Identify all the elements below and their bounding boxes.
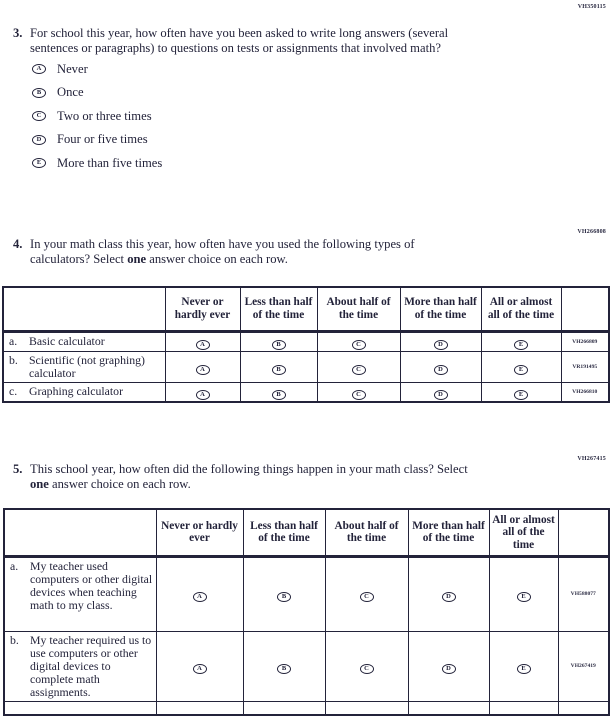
q5-response-table	[3, 508, 610, 716]
answer-bubble-c[interactable]: C	[32, 111, 46, 121]
q5-header-blank	[4, 509, 156, 556]
option-once	[32, 85, 162, 99]
row-label: a. My teacher used computers or other digital devices when teaching math to my class.	[4, 556, 156, 631]
column-header-all: All or almost all of the time	[481, 287, 561, 331]
option-four-or-five	[32, 132, 162, 146]
answer-bubble-b[interactable]: B	[277, 664, 291, 674]
answer-bubble-e[interactable]: E	[517, 592, 531, 602]
answer-bubble-e[interactable]: E	[517, 664, 531, 674]
q4-header-code-blank	[561, 287, 609, 331]
answer-bubble-c[interactable]: C	[360, 592, 374, 602]
question-3-options	[32, 61, 163, 182]
answer-bubble-a[interactable]: A	[196, 390, 210, 400]
option-two-or-three	[32, 108, 162, 123]
row-code: VH267419	[558, 631, 609, 701]
column-header-about-half: About half of the time	[317, 287, 400, 331]
table-row-teacher-used-computers	[4, 556, 609, 631]
table-row-basic-calculator	[3, 331, 609, 351]
answer-bubble-d[interactable]: D	[434, 390, 448, 400]
answer-bubble-c[interactable]: C	[352, 365, 366, 375]
column-header-about-half: About half of the time	[325, 509, 408, 556]
option-label: Two or three times	[57, 108, 152, 123]
question-3-line1: For school this year, how often have you been asked to write long answers (several	[30, 26, 449, 40]
answer-bubble-b[interactable]: B	[272, 340, 286, 350]
q4-header-row	[3, 287, 609, 331]
answer-bubble-b[interactable]: B	[272, 390, 286, 400]
option-never	[32, 61, 162, 76]
row-code: VH266809	[561, 331, 609, 351]
row-label	[4, 701, 156, 715]
question-3-line2: sentences or paragraphs) to questions on tests or assignments that involved math?	[30, 40, 441, 55]
question-5-line2: one answer choice on each row.	[30, 476, 191, 491]
question-4-line1: In your math class this year, how often have you used the following types of	[30, 237, 415, 251]
table-row-teacher-required-computers	[4, 631, 609, 701]
answer-bubble-a[interactable]: A	[193, 664, 207, 674]
row-label: b. My teacher required us to use computers or other digital devices to complete math assignments.	[4, 631, 156, 701]
answer-bubble-b[interactable]: B	[272, 365, 286, 375]
answer-bubble-b[interactable]: B	[277, 592, 291, 602]
row-code	[558, 701, 609, 715]
answer-bubble-c[interactable]: C	[352, 390, 366, 400]
column-header-more-than-half: More than half of the time	[400, 287, 481, 331]
option-label: Once	[57, 85, 84, 99]
answer-bubble-b[interactable]: B	[32, 88, 46, 98]
column-header-never: Never or hardly ever	[165, 287, 240, 331]
answer-bubble-a[interactable]: A	[196, 340, 210, 350]
q4-header-blank	[3, 287, 165, 331]
column-header-all: All or almost all of the time	[489, 509, 558, 556]
question-5-code: VH267415	[577, 456, 606, 462]
question-3-number: 3.	[13, 26, 23, 40]
question-3	[13, 26, 588, 55]
table-row-graphing-calculator	[3, 382, 609, 402]
answer-bubble-d[interactable]: D	[32, 135, 46, 145]
question-5-number: 5.	[13, 462, 23, 476]
option-label: Four or five times	[57, 132, 148, 146]
q4-response-table	[2, 286, 610, 403]
q5-header-code-blank	[558, 509, 609, 556]
answer-bubble-a[interactable]: A	[196, 365, 210, 375]
answer-bubble-e[interactable]: E	[514, 340, 528, 350]
question-5	[13, 462, 573, 491]
answer-bubble-c[interactable]: C	[352, 340, 366, 350]
question-5-text	[30, 462, 468, 491]
table-row-scientific-calculator	[3, 351, 609, 382]
option-more-than-five	[32, 155, 163, 170]
row-label: c. Graphing calculator	[3, 382, 165, 402]
column-header-never: Never or hardly ever	[156, 509, 243, 556]
answer-bubble-d[interactable]: D	[442, 592, 456, 602]
row-label: a. Basic calculator	[3, 331, 165, 351]
row-code: VR191495	[561, 351, 609, 382]
answer-bubble-c[interactable]: C	[360, 664, 374, 674]
question-5-line1: This school year, how often did the following things happen in your math class? Select	[30, 462, 468, 476]
option-label: Never	[57, 61, 88, 76]
question-4-number: 4.	[13, 237, 23, 251]
question-3-text	[30, 26, 448, 55]
answer-bubble-e[interactable]: E	[32, 158, 46, 168]
table-row-cutoff	[4, 701, 609, 715]
answer-bubble-d[interactable]: D	[442, 664, 456, 674]
question-4-code: VH266808	[577, 229, 606, 235]
answer-bubble-a[interactable]: A	[193, 592, 207, 602]
question-4-line2: calculators? Select one answer choice on each row.	[30, 251, 288, 266]
answer-bubble-a[interactable]: A	[32, 64, 46, 74]
answer-bubble-e[interactable]: E	[514, 365, 528, 375]
column-header-more-than-half: More than half of the time	[408, 509, 489, 556]
answer-bubble-e[interactable]: E	[514, 390, 528, 400]
answer-bubble-d[interactable]: D	[434, 340, 448, 350]
column-header-less-than-half: Less than half of the time	[240, 287, 317, 331]
question-4	[13, 237, 573, 266]
row-label: b. Scientific (not graphing) calculator	[3, 351, 165, 382]
question-4-text	[30, 237, 415, 266]
column-header-less-than-half: Less than half of the time	[243, 509, 325, 556]
answer-bubble-d[interactable]: D	[434, 365, 448, 375]
q5-header-row	[4, 509, 609, 556]
row-code: VH266810	[561, 382, 609, 402]
row-code: VH588077	[558, 556, 609, 631]
question-3-code: VH350115	[577, 4, 606, 10]
option-label: More than five times	[57, 155, 163, 170]
